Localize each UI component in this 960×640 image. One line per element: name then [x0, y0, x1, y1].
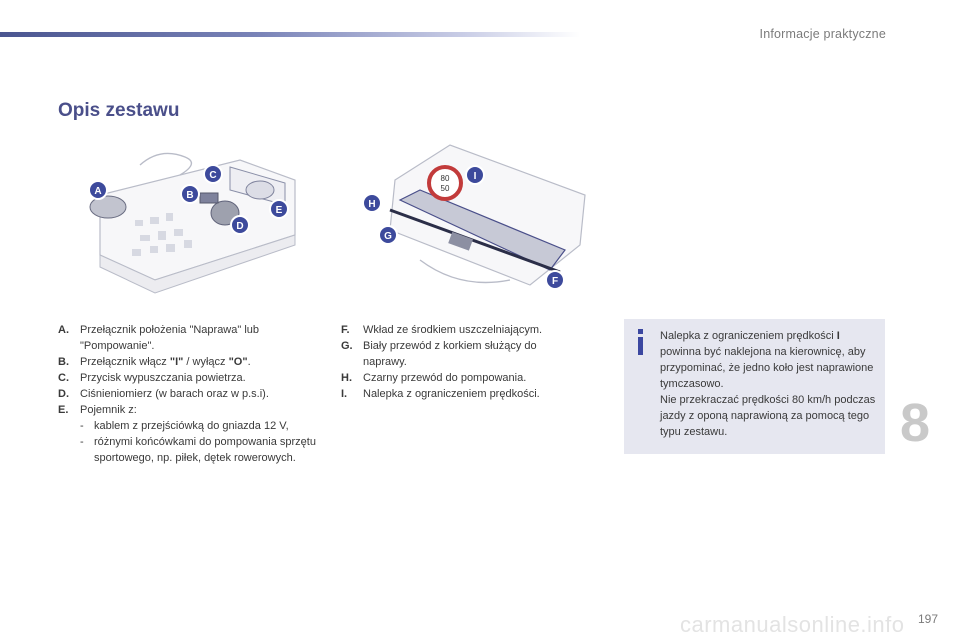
list-item: B. Przełącznik włącz "I" / wyłącz "O". — [58, 356, 251, 368]
callout-f-label: F — [551, 276, 559, 287]
list-item: I. Nalepka z ograniczeniem prędkości. — [341, 388, 540, 400]
callout-c-label: C — [209, 170, 217, 181]
callout-h-label: H — [368, 199, 376, 210]
info-box — [624, 319, 885, 454]
list-item: A. Przełącznik położenia "Naprawa" lub "Pompowanie". — [58, 324, 260, 352]
section-title: Informacje praktyczne — [759, 27, 886, 41]
list-item: D. Ciśnieniomierz (w barach oraz w p.s.i). — [58, 388, 269, 400]
page-number: 197 — [917, 612, 938, 626]
header-gradient-bar — [0, 32, 580, 37]
page-heading: Opis zestawu — [58, 100, 180, 121]
kit-illustration-top — [80, 145, 310, 305]
callout-i-label: I — [473, 171, 477, 182]
callout-e-label: E — [275, 205, 283, 216]
list-item: G. Biały przewód z korkiem służący do naprawy. — [341, 340, 537, 368]
callout-g-label: G — [384, 231, 392, 242]
callout-b-label: B — [186, 190, 194, 201]
callout-a-label: A — [94, 186, 102, 197]
info-icon — [636, 329, 646, 355]
list-item: F. Wkład ze środkiem uszczelniającym. — [341, 324, 543, 336]
chapter-number: 8 — [900, 393, 931, 453]
sub-item: - różnymi końcówkami do pompowania sprzętu sportowego, np. piłek, dętek rowerowych. — [80, 436, 316, 464]
speed-sign-top: 80 — [440, 174, 450, 183]
legend-list-left — [58, 322, 322, 466]
speed-sign-bottom: 50 — [440, 184, 450, 193]
list-item: C. Przycisk wypuszczania powietrza. — [58, 372, 246, 384]
watermark: carmanualsonline.info — [680, 612, 905, 637]
callout-d-label: D — [236, 221, 244, 232]
list-item: H. Czarny przewód do pompowania. — [341, 372, 527, 384]
kit-illustration-bottom — [360, 140, 600, 295]
info-text: Nalepka z ograniczeniem prędkości I powinna być naklejona na kierownicę, aby przypominać, że jedno koło jest naprawione tymczasowo. Nie przekraczać prędkości 80 km/h podczas jazdy z oponą naprawioną za pomocą tego typu zestawu. — [660, 330, 876, 438]
list-item: E. Pojemnik z: - kablem z przejściówką do gniazda 12 V, - różnymi końcówkami do pompowania sprzętu sportowego, np. piłek, dętek rowerowych. — [58, 402, 322, 466]
sub-item: - kablem z przejściówką do gniazda 12 V, — [80, 420, 289, 432]
legend-list-right — [341, 322, 581, 402]
